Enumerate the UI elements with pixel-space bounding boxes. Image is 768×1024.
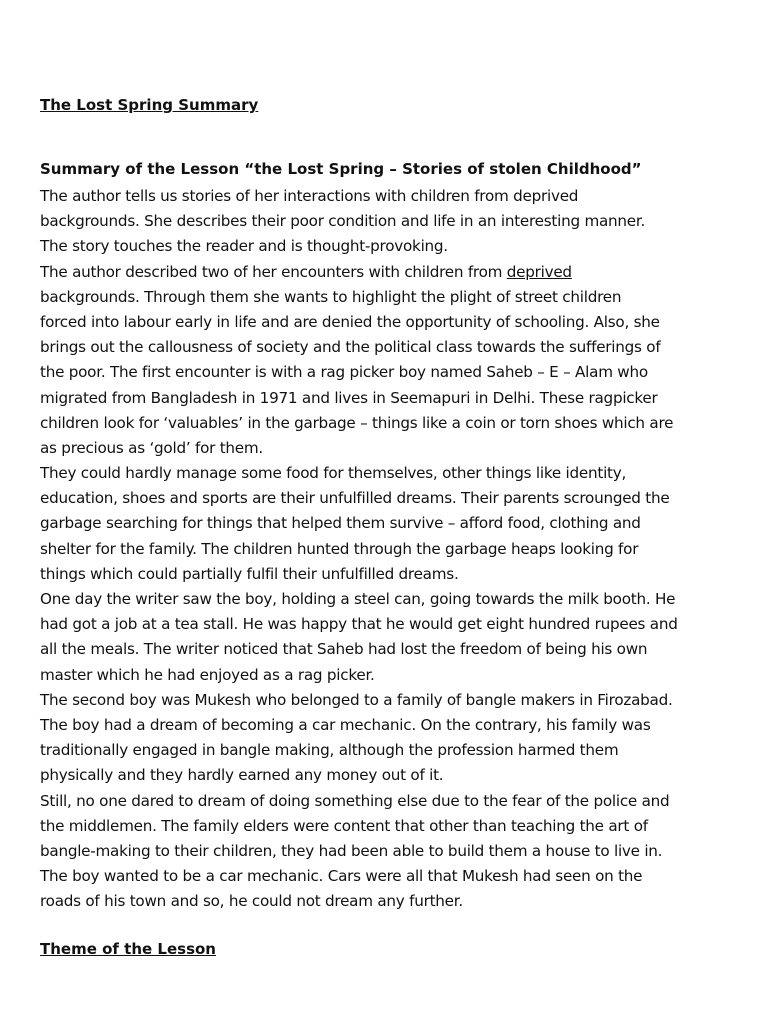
body-line: backgrounds. Through them she wants to highlight the plight of street children xyxy=(40,287,622,306)
body-line: education, shoes and sports are their unfulfilled dreams. Their parents scrounged the xyxy=(40,489,670,508)
theme-heading: Theme of the Lesson xyxy=(40,940,216,958)
body-line: bangle-making to their children, they had been able to build them a house to live in. xyxy=(40,841,663,860)
body-line: the middlemen. The family elders were content that other than teaching the art of xyxy=(40,816,648,835)
body-line: The story touches the reader and is thought-provoking. xyxy=(40,237,448,256)
body-line: all the meals. The writer noticed that Saheb had lost the freedom of being his own xyxy=(40,640,648,659)
body-line: traditionally engaged in bangle making, although the profession harmed them xyxy=(40,741,619,760)
body-line: The author tells us stories of her interactions with children from deprived xyxy=(40,187,579,205)
body-line-with-underline xyxy=(40,260,748,285)
underlined-word: deprived xyxy=(506,262,572,281)
body-line: shelter for the family. The children hunted through the garbage heaps looking for xyxy=(40,539,639,558)
body-line: physically and they hardly earned any money out of it. xyxy=(40,766,444,785)
body-line: roads of his town and so, he could not dream any further. xyxy=(40,892,463,911)
body-line: The boy had a dream of becoming a car mechanic. On the contrary, his family was xyxy=(40,715,651,734)
body-line: brings out the callousness of society and the political class towards the sufferings of xyxy=(40,338,661,357)
body-line: One day the writer saw the boy, holding a steel can, going towards the milk booth. He xyxy=(40,590,676,608)
body-line: garbage searching for things that helped them survive – afford food, clothing and xyxy=(40,514,641,533)
summary-body xyxy=(40,184,748,914)
body-line: The boy wanted to be a car mechanic. Cars were all that Mukesh had seen on the xyxy=(40,867,643,886)
body-line: had got a job at a tea stall. He was happy that he would get eight hundred rupees and xyxy=(40,615,678,634)
body-line: master which he had enjoyed as a rag picker. xyxy=(40,665,375,684)
body-line: things which could partially fulfil their unfulfilled dreams. xyxy=(40,564,459,583)
body-line: forced into labour early in life and are denied the opportunity of schooling. Also, she xyxy=(40,312,660,331)
body-line: children look for ‘valuables’ in the garbage – things like a coin or torn shoes which are xyxy=(40,413,674,432)
body-line: They could hardly manage some food for themselves, other things like identity, xyxy=(40,464,627,483)
body-line: migrated from Bangladesh in 1971 and lives in Seemapuri in Delhi. These ragpicker xyxy=(40,388,658,407)
body-line: Still, no one dared to dream of doing something else due to the fear of the police and xyxy=(40,791,670,810)
document-title: The Lost Spring Summary xyxy=(40,96,259,114)
body-line: as precious as ‘gold’ for them. xyxy=(40,438,263,457)
body-line: backgrounds. She describes their poor condition and life in an interesting manner. xyxy=(40,212,646,231)
body-line-text: The author described two of her encounters with children from xyxy=(40,262,507,281)
summary-heading: Summary of the Lesson “the Lost Spring – Stories of stolen Childhood” xyxy=(40,160,642,178)
body-line: The second boy was Mukesh who belonged to a family of bangle makers in Firozabad. xyxy=(40,690,673,709)
body-line: the poor. The first encounter is with a rag picker boy named Saheb – E – Alam who xyxy=(40,363,648,382)
